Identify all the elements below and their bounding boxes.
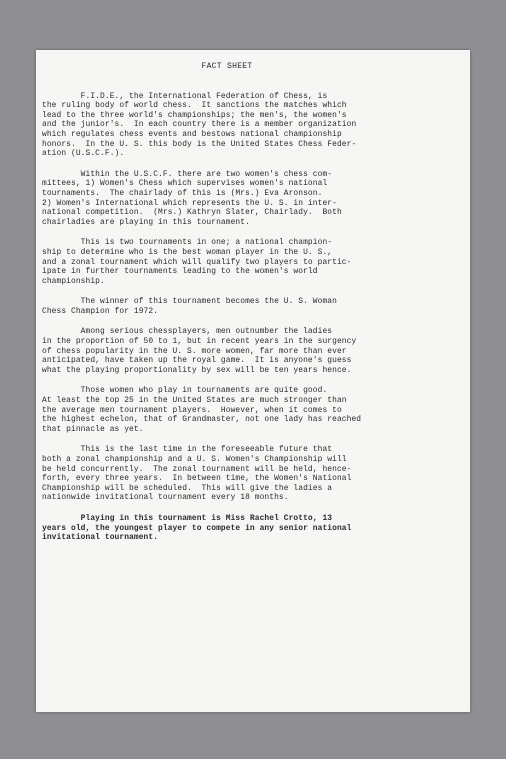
document-body [42, 62, 412, 554]
text-line: At least the top 25 in the United States are much stronger than [42, 396, 347, 406]
text-line: F.I.D.E., the International Federation of Chess, is [42, 91, 328, 101]
text-line: Playing in this tournament is Miss Rachel Crotto, 13 [42, 513, 333, 523]
paragraph-winner [42, 297, 412, 316]
text-line: Chess Champion for 1972. [42, 306, 159, 316]
paragraph-fide [42, 92, 412, 159]
text-line: in the proportion of 50 to 1, but in recent years in the surgency [42, 337, 357, 347]
text-line: anticipated, have taken up the royal game. It is anyone's guess [42, 356, 352, 366]
text-line: 2) Women's International which represents the U. S. in inter- [42, 198, 337, 208]
text-line: mittees, 1) Women's Chess which supervises women's national [42, 179, 328, 189]
text-line: the average men tournament players. However, when it comes to [42, 405, 342, 415]
text-line: ship to determine who is the best woman player in the U. S., [42, 247, 333, 257]
paragraph-strength [42, 386, 412, 434]
text-line: ation (U.S.C.F.). [42, 149, 125, 159]
text-line: and the junior's. In each country there is a member organization [42, 120, 357, 130]
text-line: years old, the youngest player to compete in any senior national [42, 523, 352, 533]
paragraph-youngest-player [42, 514, 412, 543]
text-line: The winner of this tournament becomes the U. S. Woman [42, 297, 337, 307]
text-line: the ruling body of world chess. It sanctions the matches which [42, 101, 347, 111]
text-line: This is the last time in the foreseeable future that [42, 445, 333, 455]
text-line: both a zonal championship and a U. S. Women's Championship will [42, 455, 347, 464]
text-line: chairladies are playing in this tournament. [42, 217, 250, 227]
text-line: Those women who play in tournaments are quite good. [42, 386, 328, 396]
text-line: championship. [42, 276, 105, 286]
text-line: lead to the three world's championships; the men's, the women's [42, 110, 347, 120]
text-line: tournaments. The chairlady of this is (Mrs.) Eva Aronson. [42, 188, 323, 198]
text-line: invitational tournament. [42, 533, 159, 543]
text-line: be held concurrently. The zonal tournament will be held, hence- [42, 464, 352, 474]
paragraph-schedule [42, 445, 412, 503]
text-line: national competition. (Mrs.) Kathryn Slater, Chairlady. Both [42, 208, 342, 218]
text-line: the highest echelon, that of Grandmaster, not one lady has reached [42, 415, 362, 425]
paragraph-popularity [42, 327, 412, 375]
text-line: This is two tournaments in one; a national champion- [42, 238, 333, 248]
text-line: of chess popularity in the U. S. more women, far more than ever [42, 346, 347, 356]
paragraph-committees [42, 170, 412, 228]
text-line: nationwide invitational tournament every 18 months. [42, 493, 289, 503]
text-line: Championship will be scheduled. This will give the ladies a [42, 483, 333, 493]
text-line: what the playing proportionality by sex will be ten years hence. [42, 365, 352, 375]
text-line: honors. In the U. S. this body is the United States Chess Feder- [42, 139, 357, 149]
text-line: and a zonal tournament which will qualify two players to partic- [42, 257, 352, 267]
text-line: ipate in further tournaments leading to the women's world [42, 267, 318, 277]
text-line: Among serious chessplayers, men outnumber the ladies [42, 327, 333, 337]
document-title: FACT SHEET [201, 62, 253, 71]
text-line: which regulates chess events and bestows national championship [42, 129, 342, 139]
text-line: that pinnacle as yet. [42, 424, 144, 434]
text-line: Within the U.S.C.F. there are two women's chess com- [42, 169, 333, 179]
paragraph-two-tournaments [42, 238, 412, 286]
text-line: forth, every three years. In between time, the Women's National [42, 474, 352, 484]
